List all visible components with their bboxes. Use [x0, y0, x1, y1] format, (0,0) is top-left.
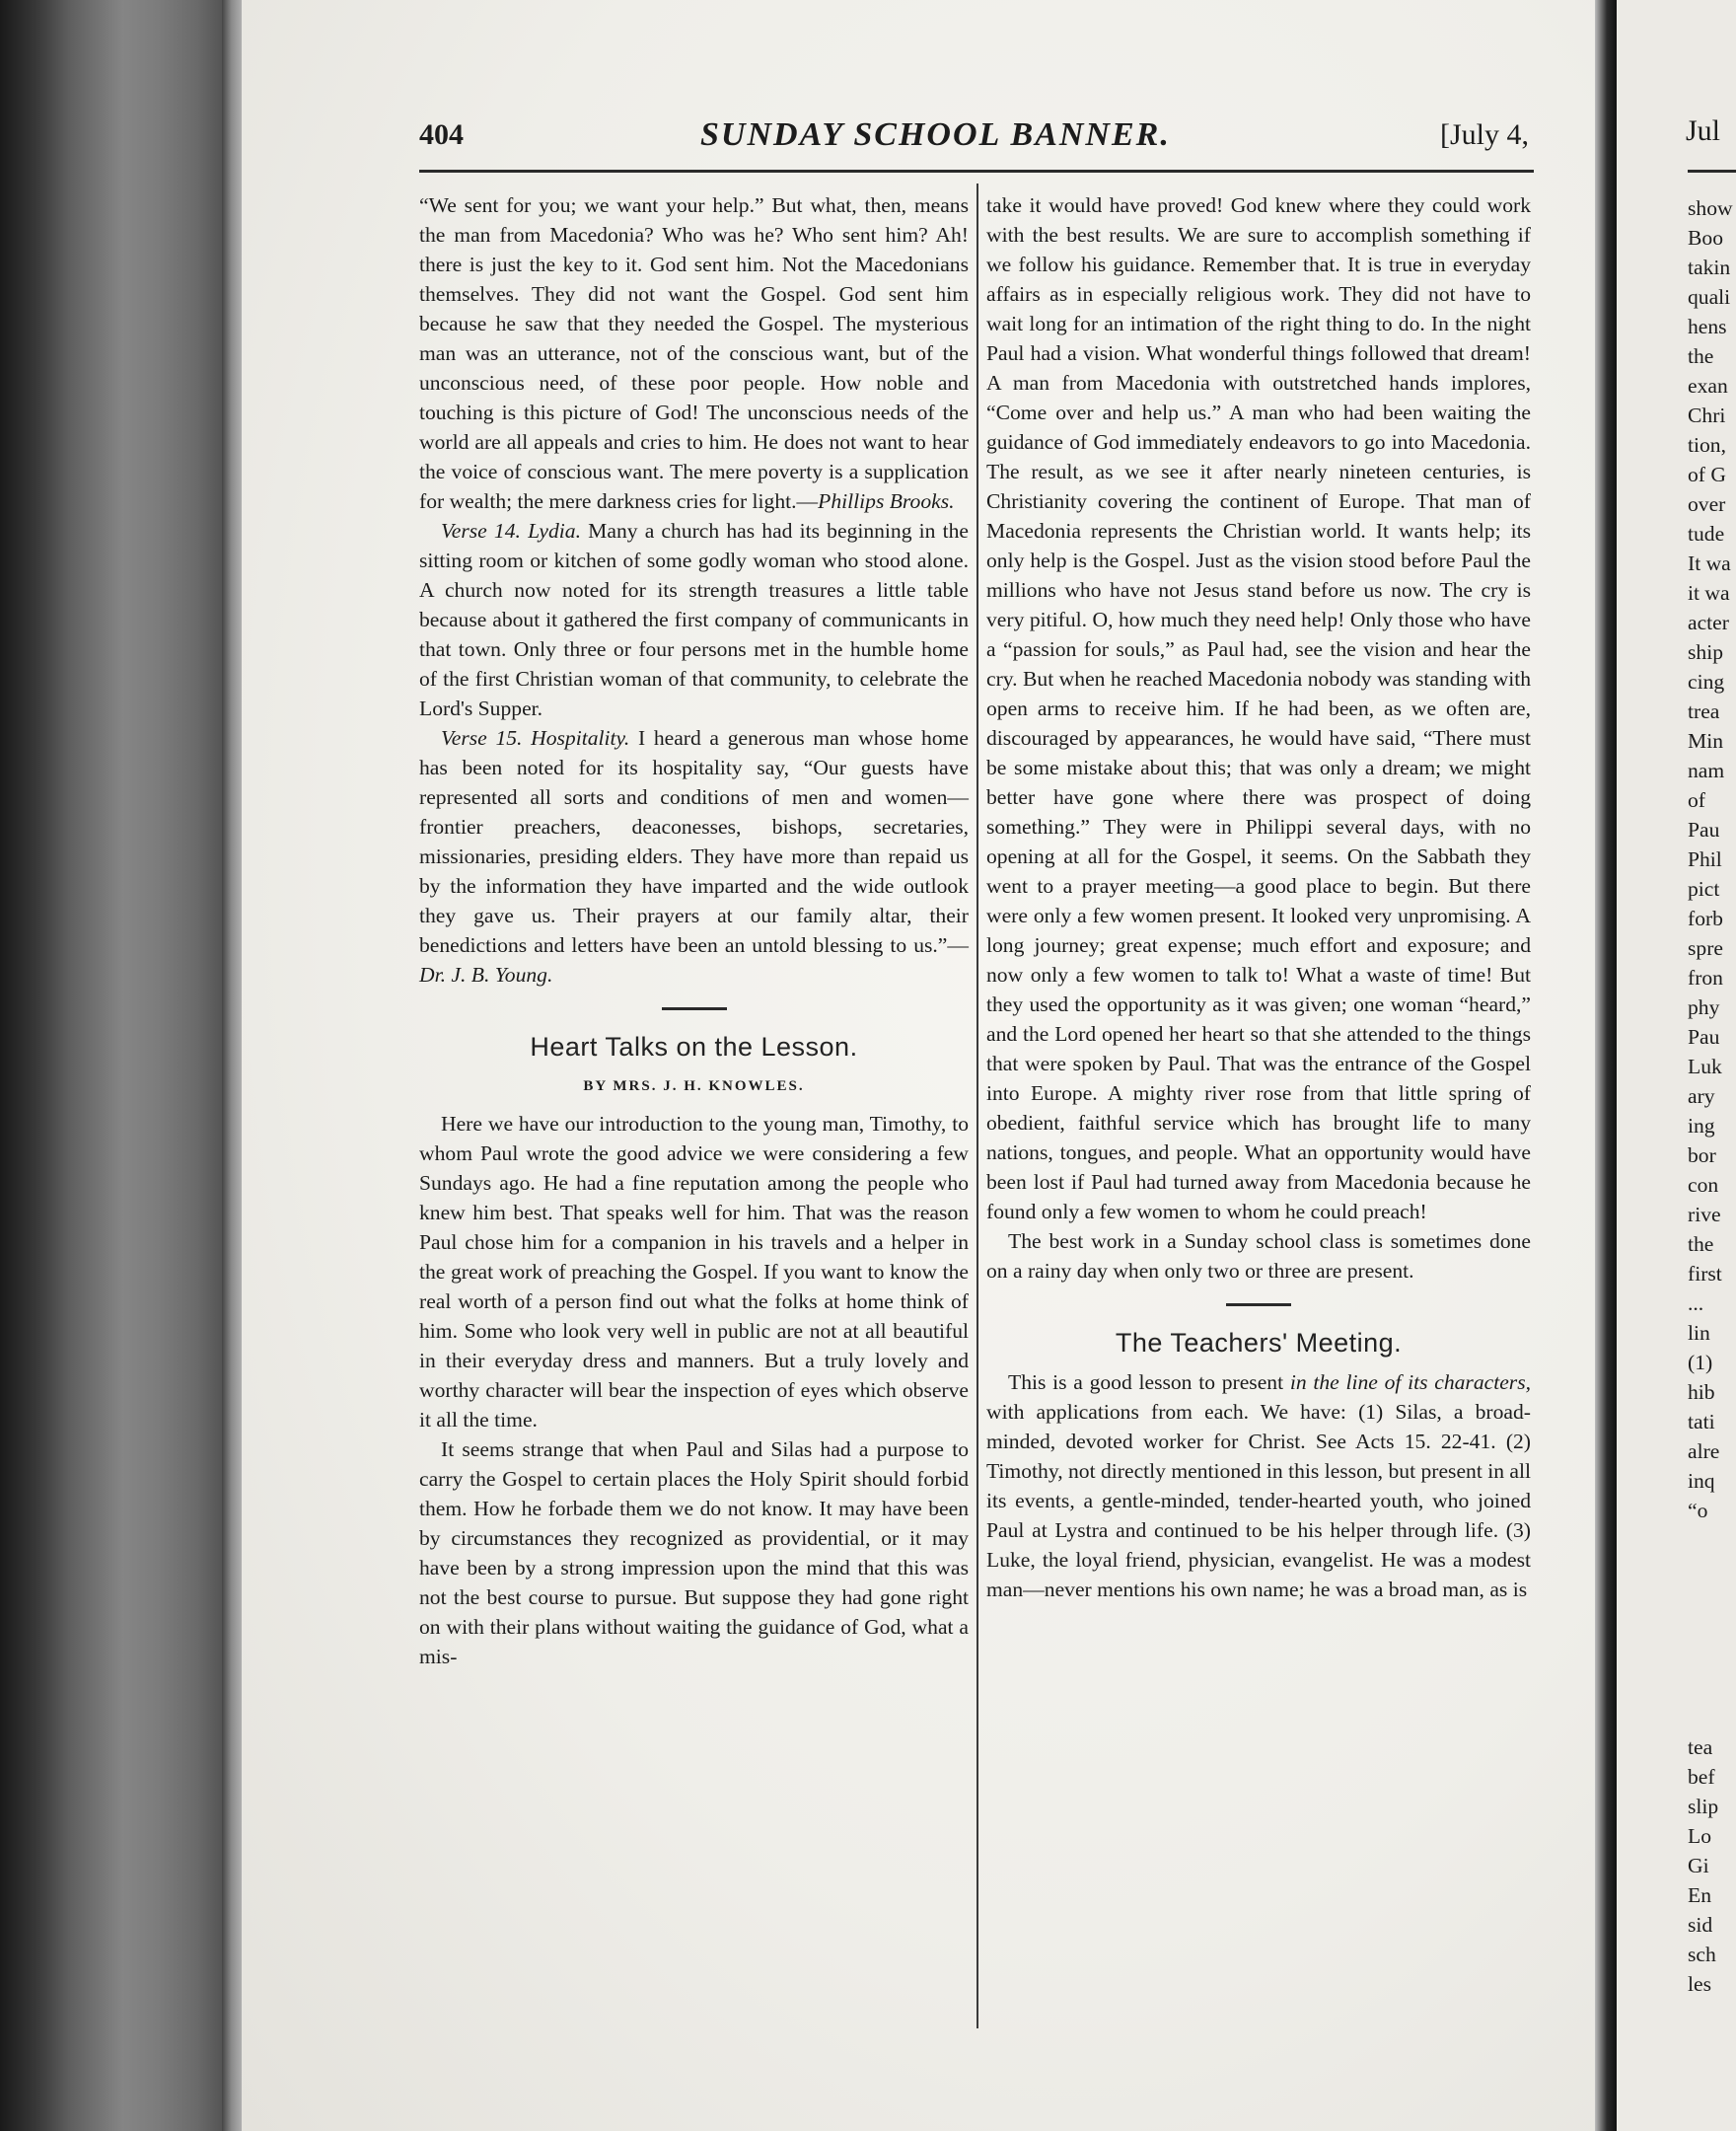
- next-page-text-fragment: ship: [1688, 640, 1723, 664]
- next-page-text-fragment: ...: [1688, 1291, 1704, 1315]
- header-rule: [419, 170, 1534, 173]
- next-page-text-fragment: (1): [1688, 1351, 1713, 1374]
- next-page-text-fragment: of: [1688, 788, 1705, 812]
- book-binding: [0, 0, 242, 2131]
- next-page-text-fragment: acter: [1688, 611, 1729, 634]
- next-page-text-fragment: it wa: [1688, 581, 1730, 605]
- next-page-text-fragment: ary: [1688, 1084, 1715, 1108]
- next-page-text-fragment: first: [1688, 1262, 1722, 1286]
- next-page-text-fragment: over: [1688, 492, 1726, 516]
- next-page-rule: [1688, 170, 1736, 173]
- next-page-text-fragment: It wa: [1688, 551, 1731, 575]
- next-page-text-fragment: Min: [1688, 729, 1723, 753]
- teachers-meeting-title: The Teachers' Meeting.: [1115, 1328, 1403, 1358]
- next-page-edge: [1617, 0, 1736, 2131]
- next-page-text-fragment: sid: [1688, 1913, 1713, 1937]
- next-page-text-fragment: tea: [1688, 1735, 1713, 1759]
- right-column: [986, 190, 1531, 1604]
- verse-14-paragraph: Verse 14. Lydia. Many a church has had its beginning in the sitting room or kitchen of some godly woman who stood alone. A church now noted for its strength treasures a little table because about it gathered the first company of communicants in that town. Only three or four persons met in the humble home of the first Christian woman of that community, to celebrate the Lord's Supper.: [419, 519, 969, 720]
- next-page-text-fragment: lin: [1688, 1321, 1710, 1345]
- teachers-meeting-paragraph: This is a good lesson to present in the line of its characters, with applications from each. We have: (1) Silas, a broad-minded, devoted worker for Christ. See Acts 15. 22-41. (2) Timothy, not directly mentioned in this lesson, but present in all its events, a gentle-minded, tender-hearted youth, who joined Paul at Lystra and continued to be his helper through life. (3) Luke, the loyal friend, physician, evangelist. He was a modest man—never mentions his own name; he was a broad man, as is: [986, 1370, 1532, 1601]
- next-page-text-fragment: tude: [1688, 522, 1725, 546]
- next-page-text-fragment: tati: [1688, 1410, 1715, 1433]
- section-divider: [662, 1007, 727, 1010]
- next-page-text-fragment: Pau: [1688, 1025, 1720, 1049]
- brooks-quote-paragraph: “We sent for you; we want your help.” But what, then, means the man from Macedonia? Who was he? Who sent him? Ah! there is just the key to it. God sent him. Not the Macedonians themselves. They did not want the Gospel. God sent him because he saw that they needed the Gospel. The mysterious man was an utterance, not of the conscious want, but of the unconscious need, of these poor people. How noble and touching is this picture of God! The unconscious needs of the world are all appeals and cries to him. He does not want to hear the voice of conscious want. The mere poverty is a supplication for wealth; the mere darkness cries for light.—Phillips Brooks.: [419, 193, 969, 513]
- next-page-text-fragment: quali: [1688, 285, 1731, 309]
- next-page-text-fragment: the: [1688, 344, 1714, 368]
- book-gutter: [1595, 0, 1617, 2131]
- next-page-text-fragment: Phil: [1688, 847, 1722, 871]
- attribution-brooks: Phillips Brooks.: [818, 489, 955, 513]
- next-page-text-fragment: Luk: [1688, 1055, 1722, 1078]
- next-page-text-fragment: En: [1688, 1883, 1711, 1907]
- next-page-text-fragment: Chri: [1688, 404, 1726, 427]
- next-page-text-fragment: the: [1688, 1232, 1714, 1256]
- next-page-text-fragment: les: [1688, 1972, 1711, 1996]
- header-date: [July 4,: [1440, 118, 1529, 151]
- next-page-text-fragment: alre: [1688, 1439, 1720, 1463]
- next-page-text-fragment: Lo: [1688, 1824, 1711, 1848]
- page-number: 404: [419, 118, 464, 151]
- heart-talks-byline: BY MRS. J. H. KNOWLES.: [583, 1078, 805, 1094]
- section-divider: [1226, 1303, 1291, 1306]
- sunday-school-note: The best work in a Sunday school class is sometimes done on a rainy day when only two or three are present.: [986, 1229, 1531, 1283]
- column-divider: [976, 184, 978, 2028]
- next-page-text-fragment: ing: [1688, 1114, 1715, 1138]
- heart-talks-paragraph: Here we have our introduction to the young man, Timothy, to whom Paul wrote the good advice we were considering a few Sundays ago. He had a fine reputation among the people who knew him best. That speaks well for him. That was the reason Paul chose him for a companion in his travels and a helper in the great work of preaching the Gospel. If you want to know the real worth of a person find out what the folks at home think of him. Some who look very well in public are not at all beautiful in their everyday dress and manners. But a truly lovely and worthy character will bear the inspection of eyes which observe it all the time.: [419, 1112, 969, 1432]
- verse-14-label: Verse 14. Lydia.: [441, 519, 582, 543]
- next-page-text-fragment: of G: [1688, 463, 1726, 486]
- next-page-text-fragment: show: [1688, 196, 1733, 220]
- next-page-text-fragment: fron: [1688, 966, 1723, 990]
- heart-talks-title: Heart Talks on the Lesson.: [530, 1032, 858, 1062]
- next-page-text-fragment: takin: [1688, 256, 1731, 279]
- next-page-text-fragment: con: [1688, 1173, 1719, 1197]
- next-page-text-fragment: hens: [1688, 315, 1727, 338]
- next-page-text-fragment: cing: [1688, 670, 1725, 694]
- next-page-text-fragment: pict: [1688, 877, 1720, 901]
- next-page-text-fragment: rive: [1688, 1203, 1721, 1226]
- next-page-text-fragment: trea: [1688, 699, 1720, 723]
- journal-title: SUNDAY SCHOOL BANNER.: [700, 116, 1171, 153]
- next-page-text-fragment: tion,: [1688, 433, 1726, 457]
- heart-talks-continuation: take it would have proved! God knew where they could work with the best results. We are sure to accomplish something if we follow his guidance. Remember that. It is true in everyday affairs as in especially religious work. They did not have to wait long for an intimation of the right thing to do. In the night Paul had a vision. What wonderful things followed that dream! A man from Macedonia with outstretched hands implores, “Come over and help us.” A man who had been waiting the guidance of God immediately endeavors to go into Macedonia. The result, as we see it after nearly nineteen centuries, is Christianity covering the continent of Europe. That man of Macedonia represents the Christian world. It wants help; its only help is the Gospel. Just as the vision stood before Paul the millions who have not Jesus stand before us now. The cry is very pitiful. O, how much they need help! Only those who have a “passion for souls,” as Paul had, see the vision and hear the cry. But when he reached Macedonia nobody was standing with open arms to receive him. If he had been, as we often are, discouraged by appearances, he would have said, “There must be some mistake about this; that was only a dream; we might better have gone where there was prospect of doing something.” They were in Philippi several days, with no opening at all for the Gospel, it seems. On the Sabbath they went to a prayer meeting—a good place to begin. But there were only a few women present. It looked very unpromising. A long journey; great expense; much effort and exposure; and now only a few women to talk to! What a waste of time! But they used the opportunity as it was given; one woman “heard,” and the Lord opened her heart so that she attended to the things that were spoken by Paul. That was the entrance of the Gospel into Europe. A mighty river rose from that little spring of obedient, faithful service which has brought life to many nations, tongues, and people. What an opportunity would have been lost if Paul had turned away from Macedonia because he found only a few women to whom he could preach!: [986, 193, 1531, 1223]
- heart-talks-paragraph: It seems strange that when Paul and Silas had a purpose to carry the Gospel to certain places the Holy Spirit should forbid them. How he forbade them we do not know. It may have been by circumstances they recognized as providential, or it may have been by a strong impression upon the mind that this was not the best course to pursue. But suppose they had gone right on with their plans without waiting the guidance of God, what a mis-: [419, 1437, 969, 1668]
- next-page-text-fragment: nam: [1688, 759, 1725, 782]
- next-page-text-fragment: spre: [1688, 936, 1723, 960]
- next-page-text-fragment: forb: [1688, 907, 1723, 930]
- next-page-text-fragment: “o: [1688, 1499, 1708, 1522]
- next-page-text-fragment: Gi: [1688, 1854, 1709, 1877]
- next-page-text-fragment: Boo: [1688, 226, 1723, 250]
- next-page-header: Jul: [1686, 114, 1721, 147]
- next-page-text-fragment: slip: [1688, 1795, 1719, 1818]
- next-page-text-fragment: phy: [1688, 995, 1720, 1019]
- next-page-text-fragment: bor: [1688, 1143, 1716, 1167]
- page-header: [414, 110, 1534, 160]
- next-page-text-fragment: exan: [1688, 374, 1728, 398]
- next-page-text-fragment: inq: [1688, 1469, 1715, 1493]
- verse-15-label: Verse 15. Hospitality.: [441, 726, 630, 750]
- next-page-text-fragment: sch: [1688, 1943, 1716, 1966]
- next-page-text-fragment: hib: [1688, 1380, 1715, 1404]
- left-column: [419, 190, 969, 1671]
- attribution-young: Dr. J. B. Young.: [419, 963, 553, 987]
- next-page-text-fragment: bef: [1688, 1765, 1715, 1789]
- verse-15-paragraph: Verse 15. Hospitality. I heard a generous man whose home has been noted for its hospitality say, “Our guests have represented all sorts and conditions of men and women—frontier preachers, deaconesses, bishops, secretaries, missionaries, presiding elders. They have more than repaid us by the information they have imparted and the wide outlook they gave us. Their prayers at our family altar, their benedictions and letters have been an untold blessing to us.”—Dr. J. B. Young.: [419, 726, 969, 987]
- next-page-text-fragment: Pau: [1688, 818, 1720, 842]
